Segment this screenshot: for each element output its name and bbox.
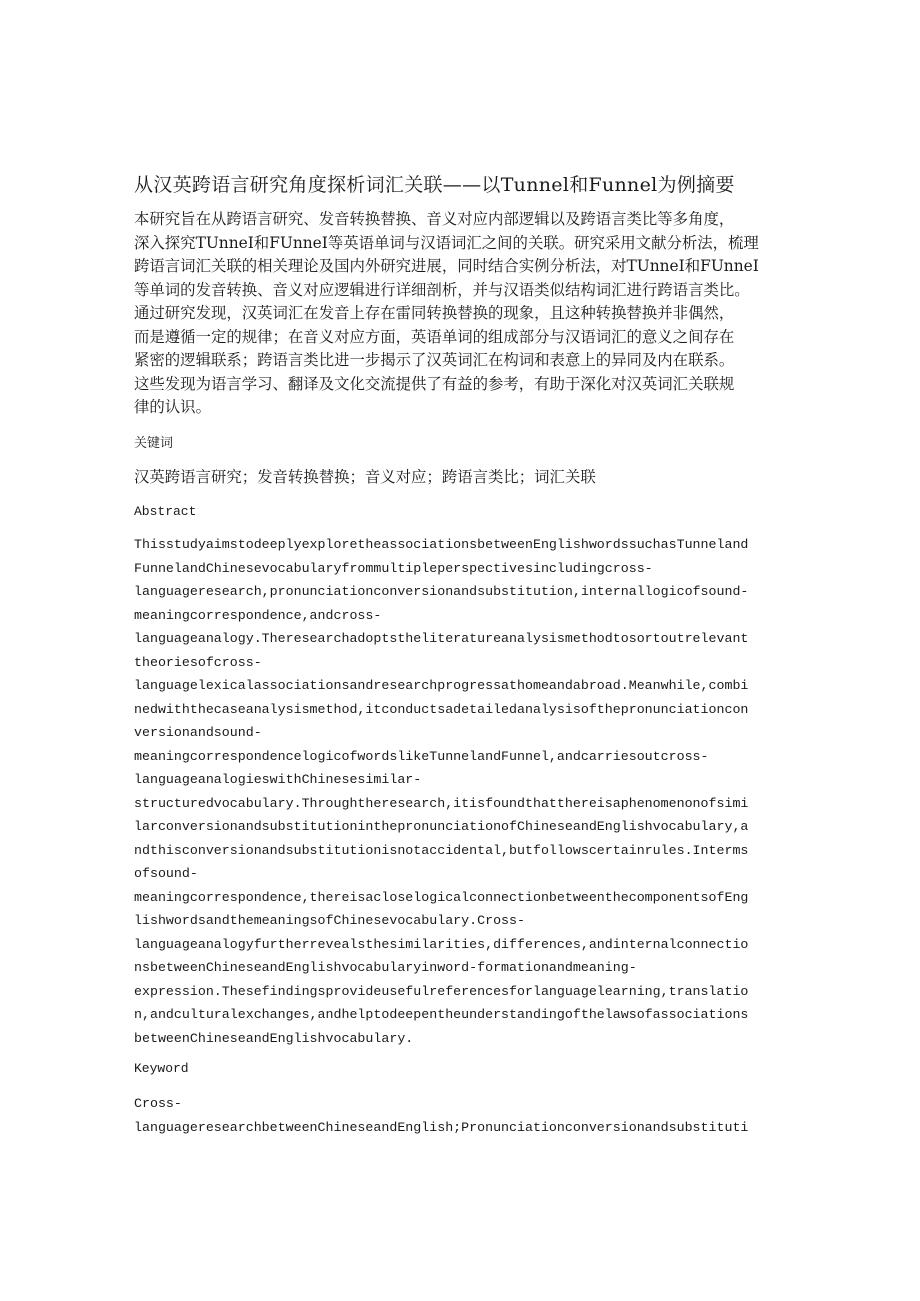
- english-abstract-line: expression.Thesefindingsprovideusefulreferencesforlanguagelearning,translatio: [134, 983, 749, 999]
- english-abstract-line: larconversionandsubstitutioninthepronunciationofChineseandEnglishvocabulary,a: [134, 819, 749, 834]
- english-abstract-line: n,andculturalexchanges,andhelptodeepentheunderstandingofthelawsofassociations: [134, 1007, 749, 1022]
- chinese-abstract-line: 而是遵循一定的规律；在音义对应方面，英语单词的组成部分与汉语词汇的意义之间存在: [134, 327, 735, 346]
- english-abstract-line: FunnelandChinesevocabularyfrommultipleperspectivesincludingcross-: [134, 560, 653, 576]
- english-abstract-line: structuredvocabulary.Throughtheresearch,itisfoundthatthereisaphenomenonofsimi: [134, 795, 749, 811]
- chinese-abstract-line: 等单词的发音转换、音义对应逻辑进行详细剖析，并与汉语类似结构词汇进行跨语言类比。: [134, 280, 750, 299]
- keyword-heading: Keyword: [134, 1061, 189, 1076]
- chinese-keywords: 汉英跨语言研究；发音转换替换；音义对应；跨语言类比；词汇关联: [134, 468, 596, 486]
- english-keywords: [134, 1092, 792, 1139]
- english-abstract-line: languageresearch,pronunciationconversionandsubstitution,internallogicofsound-: [134, 584, 749, 599]
- english-abstract-line: nedwiththecaseanalysismethod,itconductsadetailedanalysisofthepronunciationcon: [134, 701, 749, 717]
- english-abstract-line: languagelexicalassociationsandresearchprogressathomeandabroad.Meanwhile,combi: [134, 678, 749, 693]
- english-abstract-line: languageanalogy.Theresearchadoptstheliteratureanalysismethodtosortoutrelevant: [134, 631, 749, 646]
- english-abstract-line: ThisstudyaimstodeeplyexploretheassociationsbetweenEnglishwordssuchasTunneland: [134, 537, 749, 552]
- english-abstract-line: betweenChineseandEnglishvocabulary.: [134, 1030, 414, 1046]
- english-abstract-line: meaningcorrespondence,thereisacloselogicalconnectionbetweenthecomponentsofEng: [134, 889, 749, 905]
- chinese-abstract-line: 紧密的逻辑联系；跨语言类比进一步揭示了汉英词汇在构词和表意上的异同及内在联系。: [134, 351, 735, 369]
- chinese-abstract-line: 这些发现为语言学习、翻译及文化交流提供了有益的参考，有助于深化对汉英词汇关联规: [134, 374, 735, 393]
- english-abstract: [134, 533, 792, 1050]
- english-keywords-line: Cross-: [134, 1096, 182, 1111]
- english-abstract-line: versionandsound-: [134, 725, 262, 740]
- english-abstract-line: ndthisconversionandsubstitutionisnotaccidental,butfollowscertainrules.Interms: [134, 842, 749, 858]
- english-abstract-line: lishwordsandthemeaningsofChinesevocabulary.Cross-: [134, 913, 525, 928]
- chinese-keywords-label: 关键词: [134, 436, 174, 451]
- english-abstract-line: theoriesofcross-: [134, 654, 262, 670]
- chinese-abstract-line: 律的认识。: [134, 398, 211, 416]
- chinese-abstract: [134, 208, 789, 420]
- chinese-abstract-line: 跨语言词汇关联的相关理论及国内外研究进展，同时结合实例分析法，对TUnneI和FUnneI: [134, 257, 759, 275]
- english-keywords-line: languageresearchbetweenChineseandEnglish;Pronunciationconversionandsubstituti: [134, 1119, 749, 1135]
- english-abstract-line: languageanalogyfurtherrevealsthesimilarities,differences,andinternalconnectio: [134, 936, 749, 952]
- abstract-heading: Abstract: [134, 504, 197, 519]
- chinese-abstract-line: 深入探究TUnneI和FUnneI等英语单词与汉语词汇之间的关联。研究采用文献分析法，梳理: [134, 233, 759, 252]
- chinese-abstract-line: 通过研究发现，汉英词汇在发音上存在雷同转换替换的现象，且这种转换替换并非偶然，: [134, 304, 735, 322]
- english-abstract-line: meaningcorrespondence,andcross-: [134, 607, 382, 623]
- english-abstract-line: ofsound-: [134, 866, 198, 881]
- chinese-abstract-line: 本研究旨在从跨语言研究、发音转换替换、音义对应内部逻辑以及跨语言类比等多角度，: [134, 210, 735, 228]
- document-title: 从汉英跨语言研究角度探析词汇关联——以Tunnel和Funnel为例摘要: [134, 174, 735, 196]
- english-abstract-line: nsbetweenChineseandEnglishvocabularyinword-formationandmeaning-: [134, 960, 637, 975]
- english-abstract-line: meaningcorrespondencelogicofwordslikeTunnelandFunnel,andcarriesoutcross-: [134, 748, 709, 764]
- english-abstract-line: languageanalogieswithChinesesimilar-: [134, 772, 422, 787]
